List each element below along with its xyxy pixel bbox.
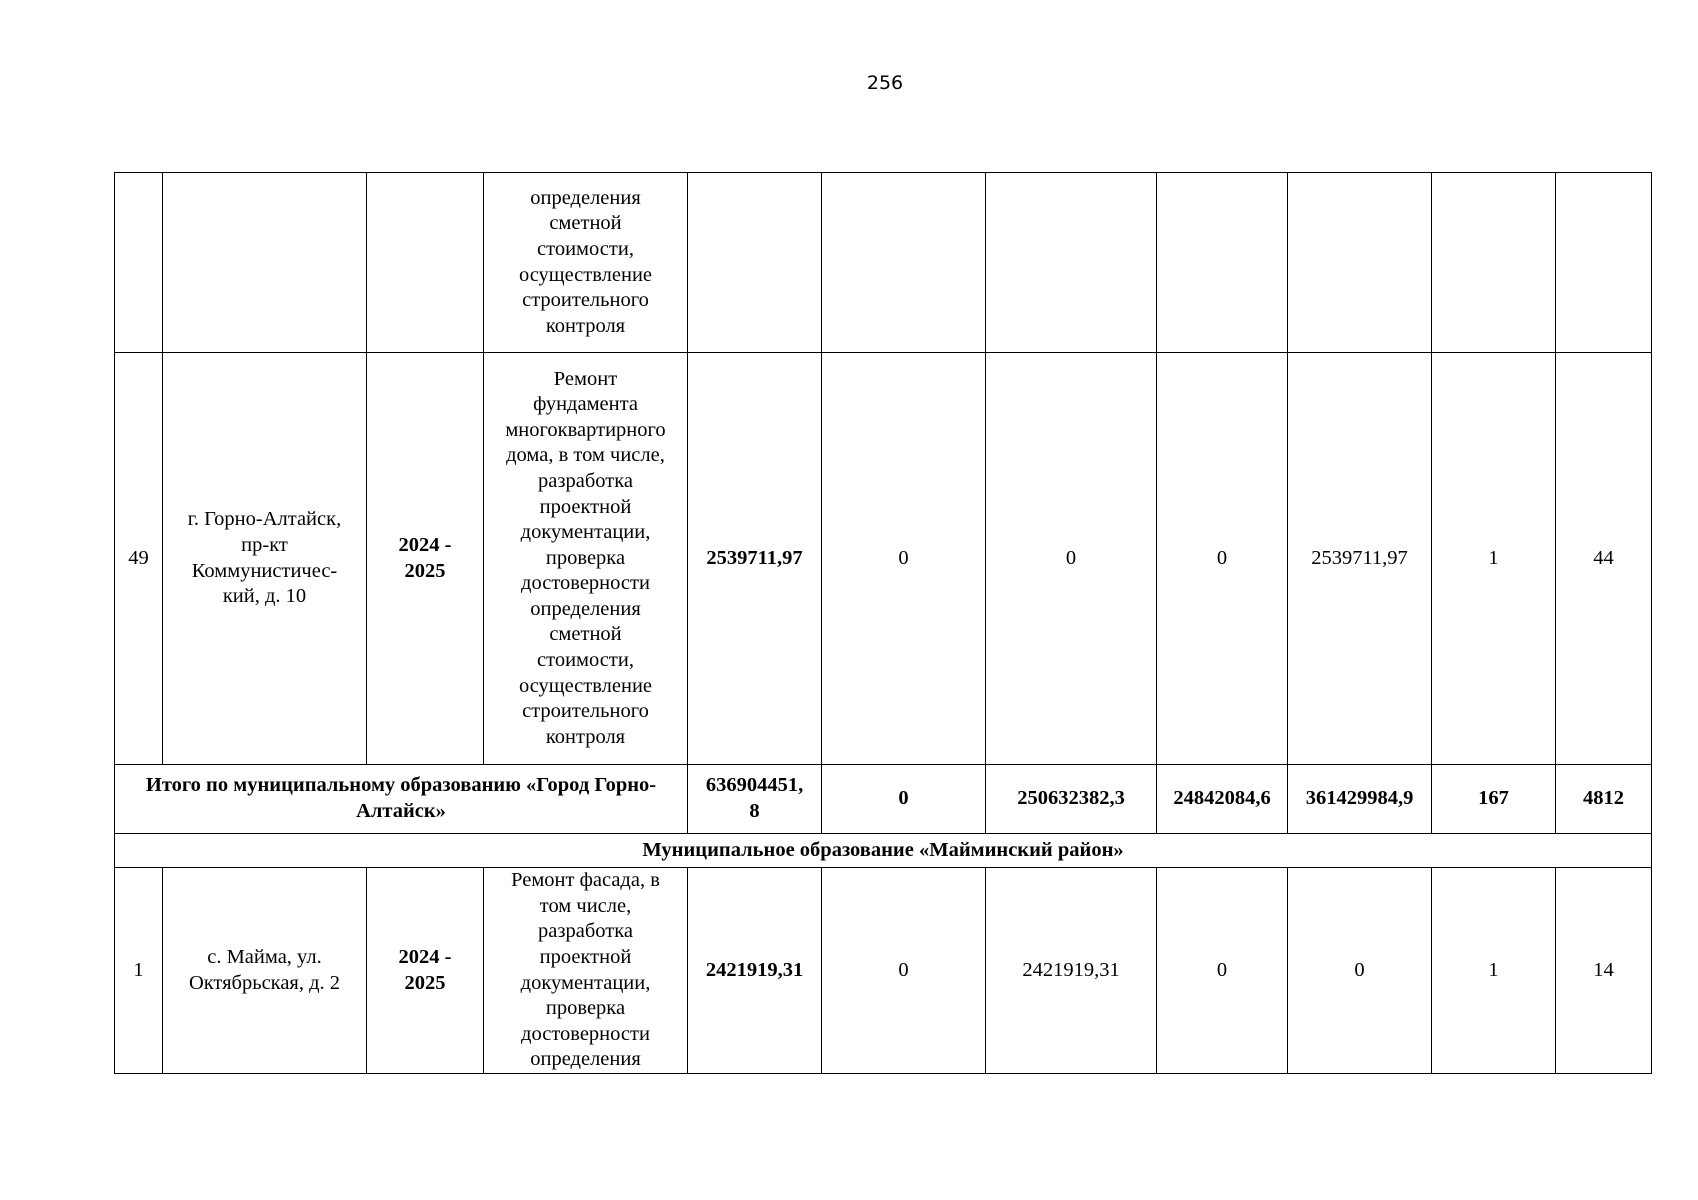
capital-repair-table: [114, 172, 1652, 1074]
subtotal-c6: 4812: [1556, 765, 1652, 834]
cell-c3: [1157, 173, 1288, 353]
cell-c6: 14: [1556, 868, 1652, 1074]
cell-c5: 1: [1432, 868, 1556, 1074]
cell-c2: 0: [986, 353, 1157, 765]
subtotal-c3: 24842084,6: [1157, 765, 1288, 834]
cell-total: [688, 173, 822, 353]
cell-period: 2024 - 2025: [367, 868, 484, 1074]
cell-c1: 0: [822, 353, 986, 765]
cell-num: 1: [115, 868, 163, 1074]
table-row: [115, 868, 1652, 1074]
cell-work-type: Ремонт фасада, в том числе, разработка проектной документации, проверка достоверности определения: [484, 868, 688, 1074]
subtotal-total: 636904451, 8: [688, 765, 822, 834]
table-row-continued: [115, 173, 1652, 353]
cell-period: [367, 173, 484, 353]
cell-work-type: Ремонт фундамента многоквартирного дома, в том числе, разработка проектной документации, проверка достоверности определения сметной стоимости, осуществление строительного контроля: [484, 353, 688, 765]
subtotal-c5: 167: [1432, 765, 1556, 834]
cell-c3: 0: [1157, 868, 1288, 1074]
cell-total: 2421919,31: [688, 868, 822, 1074]
cell-c5: [1432, 173, 1556, 353]
page-number: 256: [866, 72, 904, 94]
subtotal-row: [115, 765, 1652, 834]
subtotal-c1: 0: [822, 765, 986, 834]
cell-address: г. Горно-Алтайск, пр-кт Коммунистичес- кий, д. 10: [163, 353, 367, 765]
subtotal-c4: 361429984,9: [1288, 765, 1432, 834]
cell-c4: [1288, 173, 1432, 353]
section-header-row: [115, 834, 1652, 868]
cell-c5: 1: [1432, 353, 1556, 765]
cell-work-type: определения сметной стоимости, осуществление строительного контроля: [484, 173, 688, 353]
cell-c6: 44: [1556, 353, 1652, 765]
section-header: Муниципальное образование «Майминский район»: [115, 834, 1652, 868]
cell-period: 2024 - 2025: [367, 353, 484, 765]
table-row: [115, 353, 1652, 765]
subtotal-label: Итого по муниципальному образованию «Город Горно- Алтайск»: [115, 765, 688, 834]
subtotal-c2: 250632382,3: [986, 765, 1157, 834]
cell-c1: [822, 173, 986, 353]
cell-c4: 0: [1288, 868, 1432, 1074]
cell-c1: 0: [822, 868, 986, 1074]
cell-num: 49: [115, 353, 163, 765]
cell-c2: [986, 173, 1157, 353]
cell-num: [115, 173, 163, 353]
cell-c2: 2421919,31: [986, 868, 1157, 1074]
cell-c6: [1556, 173, 1652, 353]
cell-c3: 0: [1157, 353, 1288, 765]
cell-c4: 2539711,97: [1288, 353, 1432, 765]
cell-address: [163, 173, 367, 353]
cell-address: с. Майма, ул. Октябрьская, д. 2: [163, 868, 367, 1074]
cell-total: 2539711,97: [688, 353, 822, 765]
